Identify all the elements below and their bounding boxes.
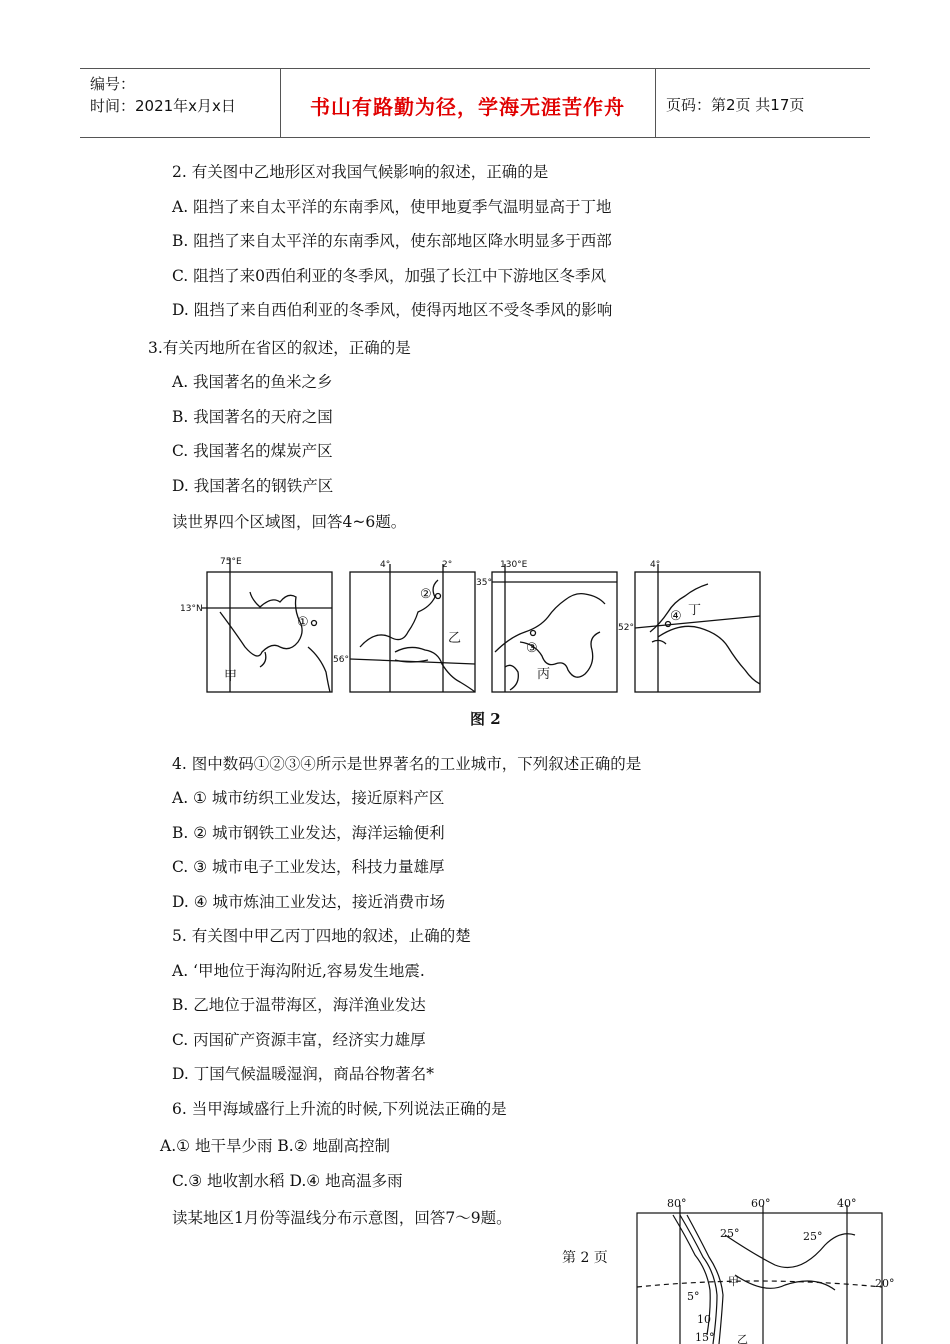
map1-coast (220, 592, 302, 656)
option-5c: C. 丙国矿产资源丰富，经济实力雄厚 (172, 1031, 426, 1049)
map4-coast2 (658, 626, 760, 684)
isotherm-frame (637, 1213, 882, 1344)
map4-island (652, 640, 666, 644)
lat-20-label: 20° (875, 1277, 895, 1290)
lon-80-label: 80° (667, 1197, 687, 1210)
map1-coast2 (308, 647, 330, 692)
map4-city-label: ④ (670, 609, 682, 624)
map1-city-label: ① (297, 615, 309, 630)
option-5d: D. 丁国气候温暖湿润，商品谷物著名* (172, 1065, 434, 1083)
option-6cd: C.③ 地收割水稻 D.④ 地高温多雨 (172, 1172, 403, 1190)
option-3a: A. 我国著名的鱼米之乡 (172, 373, 333, 391)
isotherm-label: 10 (697, 1313, 711, 1326)
map1-city-dot (312, 621, 317, 626)
option-6ab: A.① 地干旱少雨 B.② 地副高控制 (160, 1137, 391, 1155)
map2-lon-a-label: 4° (380, 560, 391, 570)
place-jia-label: 甲 (728, 1275, 739, 1288)
lon-60-label: 60° (751, 1197, 771, 1210)
map3-lon-label: 130°E (500, 560, 528, 570)
question-2: 2. 有关图中乙地形区对我国气候影响的叙述，正确的是 (172, 163, 549, 181)
map2-lon-b-label: 2° (442, 560, 453, 570)
option-2a: A. 阻挡了来自太平洋的东南季风，使甲地夏季气温明显高于丁地 (172, 198, 612, 216)
world-region-maps (180, 552, 780, 702)
map1-place-label: 甲 (224, 669, 238, 684)
question-3: 3.有关丙地所在省区的叙述，正确的是 (148, 339, 411, 357)
parallel-20 (637, 1281, 882, 1287)
header-page-info: 页码：第2页 共17页 (666, 96, 805, 114)
instruction-7-9: 读某地区1月份等温线分布示意图，回答7～9题。 (172, 1209, 512, 1227)
map2-city-label: ② (420, 587, 432, 602)
code-label: 编号： (90, 75, 136, 93)
option-2b: B. 阻挡了来自太平洋的东南季风，使东部地区降水明显多于西部 (172, 232, 612, 250)
isotherm-line (735, 1275, 835, 1290)
map2-lat-label: 56° (333, 655, 349, 665)
map4-lat-label: 52° (618, 623, 634, 633)
option-4d: D. ④ 城市炼油工业发达，接近消费市场 (172, 893, 446, 911)
option-3b: B. 我国著名的天府之国 (172, 408, 333, 426)
map2-place-label: 乙 (448, 631, 462, 646)
isotherm-map (625, 1195, 900, 1344)
map3-frame (492, 572, 617, 692)
isotherm-label: 25° (803, 1230, 823, 1243)
isotherm-label: 5° (687, 1290, 700, 1303)
map3-coast (495, 594, 605, 652)
figure-caption: 图 2 (470, 710, 501, 728)
map3-city-dot (531, 631, 536, 636)
question-5: 5. 有关图中甲乙丙丁四地的叙述，止确的楚 (172, 927, 471, 945)
header-meta (90, 73, 236, 117)
map3-peninsula (505, 665, 518, 690)
map4-place-label: 丁 (688, 603, 702, 618)
map3-lat-label: 35° (476, 578, 492, 588)
question-4: 4. 图中数码①②③④所示是世界著名的工业城市，下列叙述正确的是 (172, 755, 642, 773)
option-5a: A. ‘甲地位于海沟附近,容易发生地震. (172, 962, 425, 980)
isotherm-label: 25° (720, 1227, 740, 1240)
instruction-4-6: 读世界四个区域图，回答4~6题。 (172, 513, 407, 531)
place-yi-label: 乙 (737, 1333, 748, 1344)
map3-place-label: 丙 (537, 667, 551, 682)
question-6: 6. 当甲海域盛行上升流的时候,下列说法正确的是 (172, 1100, 507, 1118)
header-motto: 书山有路勤为径，学海无涯苦作舟 (310, 95, 625, 119)
map4-frame (635, 572, 760, 692)
map1-lat-label: 13°N (180, 604, 203, 614)
isotherm-line (725, 1234, 855, 1268)
map4-lon-label: 4° (650, 560, 661, 570)
isotherm-label: 15° (695, 1331, 715, 1344)
option-5b: B. 乙地位于温带海区，海洋渔业发达 (172, 996, 426, 1014)
time-label: 时间：2021年x月x日 (90, 97, 236, 115)
lon-40-label: 40° (837, 1197, 857, 1210)
map3-city-label: ③ (526, 641, 538, 656)
header-divider (655, 69, 656, 137)
option-3c: C. 我国著名的煤炭产区 (172, 442, 333, 460)
option-4c: C. ③ 城市电子工业发达，科技力量雄厚 (172, 858, 445, 876)
map2-coast2 (395, 647, 475, 692)
option-4a: A. ① 城市纺织工业发达，接近原料产区 (172, 789, 445, 807)
map1-lon-label: 75°E (220, 557, 242, 567)
option-2c: C. 阻挡了来0西伯利亚的冬季风，加强了长江中下游地区冬季风 (172, 267, 607, 285)
map2-city-dot (436, 594, 441, 599)
option-2d: D. 阻挡了来自西伯利亚的冬季风，使得丙地区不受冬季风的影响 (172, 301, 613, 319)
page-header (80, 68, 870, 138)
option-3d: D. 我国著名的钢铁产区 (172, 477, 334, 495)
page-footer: 第 2 页 (562, 1250, 608, 1266)
option-4b: B. ② 城市钢铁工业发达，海洋运输便利 (172, 824, 445, 842)
